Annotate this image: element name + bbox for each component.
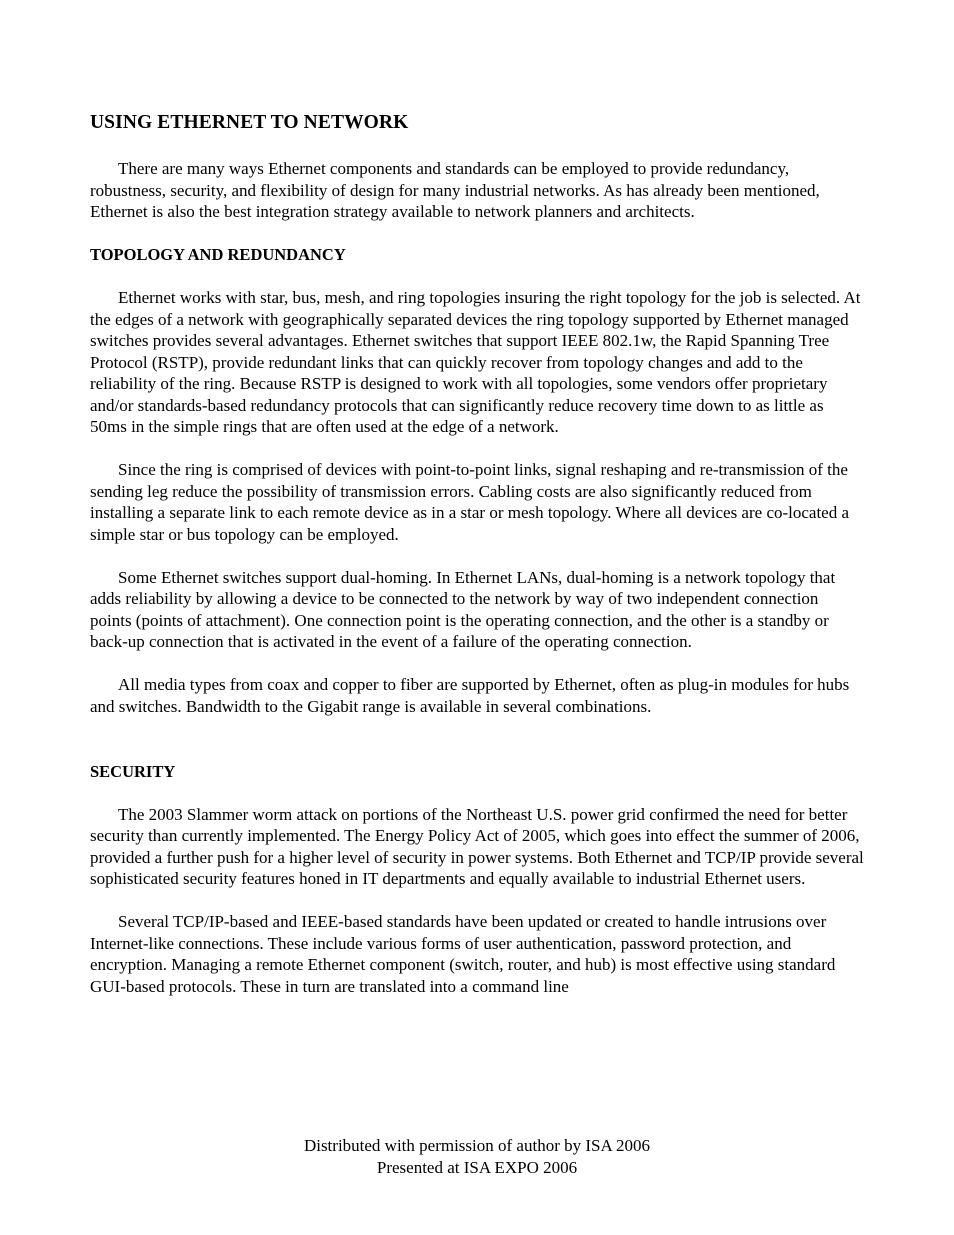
security-paragraph-1: The 2003 Slammer worm attack on portions of the Northeast U.S. power grid confirmed the need for better security than currently implemented. The Energy Policy Act of 2005, which goes into effect the summer of 2006, provided a further push for a higher level of security in power systems. Both Ethernet and TCP/IP provide several sophisticated security features honed in IT departments and equally available to industrial Ethernet users. (90, 804, 864, 888)
section-heading-topology: TOPOLOGY AND REDUNDANCY (90, 245, 346, 264)
security-paragraph-2: Several TCP/IP-based and IEEE-based standards have been updated or created to handle intrusions over Internet-like connections. These include various forms of user authentication, password protection, and encryption. Managing a remote Ethernet component (switch, router, and hub) is most effective using standard GUI-based protocols. These in turn are translated into a command line (90, 912, 836, 996)
intro-paragraph: There are many ways Ethernet components and standards can be employed to provide redundancy, robustness, security, and flexibility of design for many industrial networks. As has already been mentioned, Ethernet is also the best integration strategy available to network planners and architects. (90, 159, 820, 221)
document-title: USING ETHERNET TO NETWORK (90, 112, 409, 133)
topology-paragraph-4: All media types from coax and copper to fiber are supported by Ethernet, often as plug-in modules for hubs and switches. Bandwidth to the Gigabit range is available in several combinations. (90, 675, 850, 716)
section-heading-security: SECURITY (90, 761, 176, 781)
topology-paragraph-1: Ethernet works with star, bus, mesh, and ring topologies insuring the right topology for the job is selected. At the edges of a network with geographically separated devices the ring topology supported by Ethernet managed switches provides several advantages. Ethernet switches that support IEEE 802.1w, the Rapid Spanning Tree Protocol (RSTP), provide redundant links that can quickly recover from topology changes and add to the reliability of the ring. Because RSTP is designed to work with all topologies, some vendors offer proprietary and/or standards-based redundancy protocols that can significantly reduce recovery time down to as little as 50ms in the simple rings that are often used at the edge of a network. (90, 288, 861, 436)
footer-presentation-note: Presented at ISA EXPO 2006 (376, 1158, 578, 1177)
topology-paragraph-2: Since the ring is comprised of devices with point-to-point links, signal reshaping and re-transmission of the sending leg reduce the possibility of transmission errors. Cabling costs are also significantly reduced from installing a separate link to each remote device as in a star or mesh topology. Where all devices are co-located a simple star or bus topology can be employed. (90, 460, 850, 544)
footer-distribution-note: Distributed with permission of author by ISA 2006 (303, 1136, 651, 1155)
topology-paragraph-3: Some Ethernet switches support dual-homing. In Ethernet LANs, dual-homing is a network topology that adds reliability by allowing a device to be connected to the network by way of two independent connection points (points of attachment). One connection point is the operating connection, and the other is a standby or back-up connection that is activated in the event of a failure of the operating connection. (90, 567, 836, 651)
document-body (90, 111, 864, 1019)
section-spacer (90, 739, 864, 761)
page-footer (0, 1135, 954, 1179)
